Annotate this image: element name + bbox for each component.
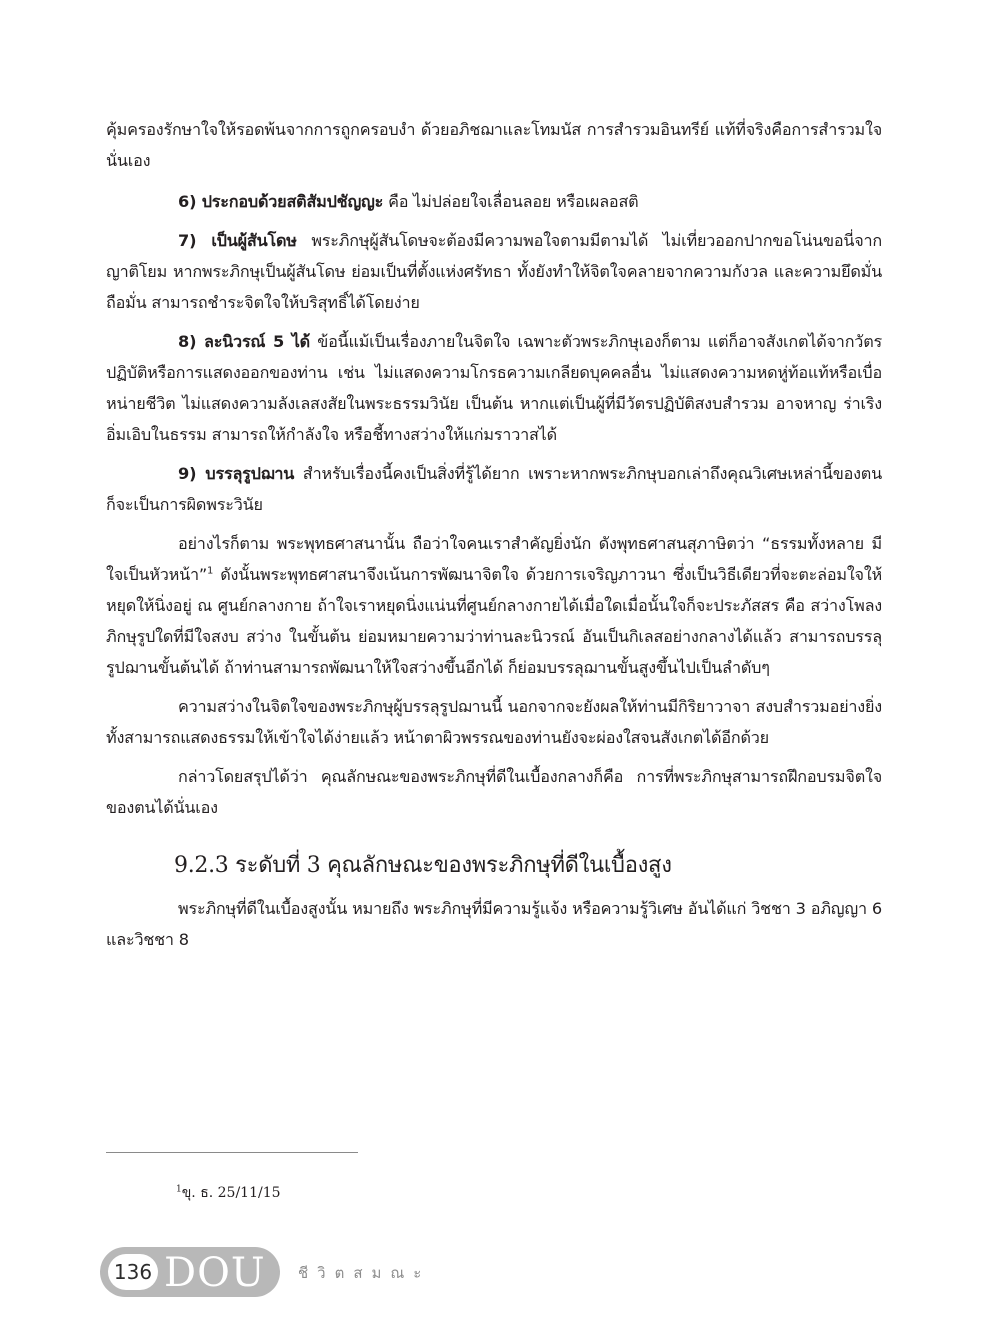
section-heading: 9.2.3 ระดับที่ 3 คุณลักษณะของพระภิกษุที่ดีในเบื้องสูง [174,853,672,878]
item-8-body: ข้อนี้แม้เป็นเรื่องภายในจิตใจ เฉพาะตัวพระภิกษุเองก็ตาม แต่ก็อาจสังเกตได้จากวัตรปฏิบัติหรือการแสดงออกของท่าน เช่น ไม่แสดงความโกรธความเกลียดบุคคลอื่น ไม่แสดงความหดหู่ท้อแท้หรือเบื่อหน่ายชีวิต ไม่แสดงความลังเลสงสัยในพระธรรมวินัย เป็นต้น หากแต่เป็นผู้ที่มีวัตรปฏิบัติสงบสำรวม อาจหาญ ร่าเริง อิ่มเอิบในธรรม สามารถให้กำลังใจ หรือชี้ทางสว่างให้แก่มราวาสได้ [106,332,882,444]
book-title: ชีวิตสมณะ [298,1264,431,1282]
paragraph-summary: กล่าวโดยสรุปได้ว่า คุณลักษณะของพระภิกษุที่ดีในเบื้องกลางก็คือ การที่พระภิกษุสามารถฝึกอบรมจิตใจของตนได้นั่นเอง [106,767,882,817]
paragraph-item-7 [106,225,882,318]
footnote [176,1182,281,1204]
footnote-text: ขุ. ธ. 25/11/15 [181,1185,281,1201]
page-footer [100,1247,700,1297]
item-6-body: คือ ไม่ปล่อยใจเลื่อนลอย หรือเผลอสติ [383,192,639,211]
page-body [106,114,882,963]
item-7-body: พระภิกษุผู้สันโดษจะต้องมีความพอใจตามมีตามได้ ไม่เที่ยวออกปากขอโน่นขอนี่จากญาติโยม หากพระภิกษุเป็นผู้สันโดษ ย่อมเป็นที่ตั้งแห่งศรัทธา ทั้งยังทำให้จิตใจคลายจากความกังวล และความยึดมั่นถือมั่น สามารถชำระจิตใจให้บริสุทธิ์ได้โดยง่าย [106,231,882,312]
paragraph-item-8 [106,326,882,450]
paragraph-brightness: ความสว่างในจิตใจของพระภิกษุผู้บรรลุรูปฌานนี้ นอกจากจะยังผลให้ท่านมีกิริยาวาจา สงบสำรวมอย่างยิ่ง ทั้งสามารถแสดงธรรมให้เข้าใจได้ง่ายแล้ว หน้าตาผิวพรรณของท่านยังจะผ่องใสจนสังเกตได้อีกด้วย [106,697,882,747]
paragraph-higher-level: พระภิกษุที่ดีในเบื้องสูงนั้น หมายถึง พระภิกษุที่มีความรู้แจ้ง หรือความรู้วิเศษ อันได้แก่ วิชชา 3 อภิญญา 6 และวิชชา 8 [106,899,882,949]
paragraph-item-6 [106,186,882,217]
footnote-mark: 1 [176,1184,182,1195]
item-9-body: สำหรับเรื่องนี้คงเป็นสิ่งที่รู้ได้ยาก เพราะหากพระภิกษุบอกเล่าถึงคุณวิเศษเหล่านี้ของตน ก็จะเป็นการผิดพระวินัย [106,464,882,514]
footnote-divider [106,1152,358,1153]
paragraph-mind [106,528,882,683]
footnote-reference: 1 [207,565,214,577]
item-7-title: 7) เป็นผู้สันโดษ [178,231,297,250]
page-number: 136 [108,1254,158,1290]
item-6-title: 6) ประกอบด้วยสติสัมปชัญญะ [178,192,384,211]
footer-badge [100,1247,280,1297]
paragraph-item-9 [106,458,882,520]
dou-logo: DOU [164,1250,266,1296]
item-8-title: 8) ละนิวรณ์ 5 ได้ [178,332,310,351]
item-9-title: 9) บรรลุรูปฌาน [178,464,295,483]
paragraph-continuation: คุ้มครองรักษาใจให้รอดพ้นจากการถูกครอบงำ ด้วยอภิชฌาและโทมนัส การสำรวมอินทรีย์ แท้ที่จริงคือการสำรวมใจนั่นเอง [106,120,882,170]
mind-text-b: ดังนั้นพระพุทธศาสนาจึงเน้นการพัฒนาจิตใจ ด้วยการเจริญภาวนา ซึ่งเป็นวิธีเดียวที่จะตะล่อมใจให้หยุดให้นิ่งอยู่ ณ ศูนย์กลางกาย ถ้าใจเราหยุดนิ่งแน่นที่ศูนย์กลางกายได้เมื่อใดเมื่อนั้นใจก็จะประภัสสร คือ สว่างโพลง ภิกษุรูปใดที่มีใจสงบ สว่าง ในขั้นต้น ย่อมหมายความว่าท่านละนิวรณ์ อันเป็นกิเลสอย่างกลางได้แล้ว สามารถบรรลุรูปฌานขั้นต้นได้ ถ้าท่านสามารถพัฒนาให้ใจสว่างขึ้นอีกได้ ก็ย่อมบรรลุฌานขั้นสูงขึ้นไปเป็นลำดับๆ [106,565,882,677]
mind-text-a: อย่างไรก็ตาม พระพุทธศาสนานั้น ถือว่าใจคนเราสำคัญยิ่งนัก ดังพุทธศาสนสุภาษิตว่า “ธรรมทั้งหลาย มีใจเป็นหัวหน้า” [106,534,882,584]
